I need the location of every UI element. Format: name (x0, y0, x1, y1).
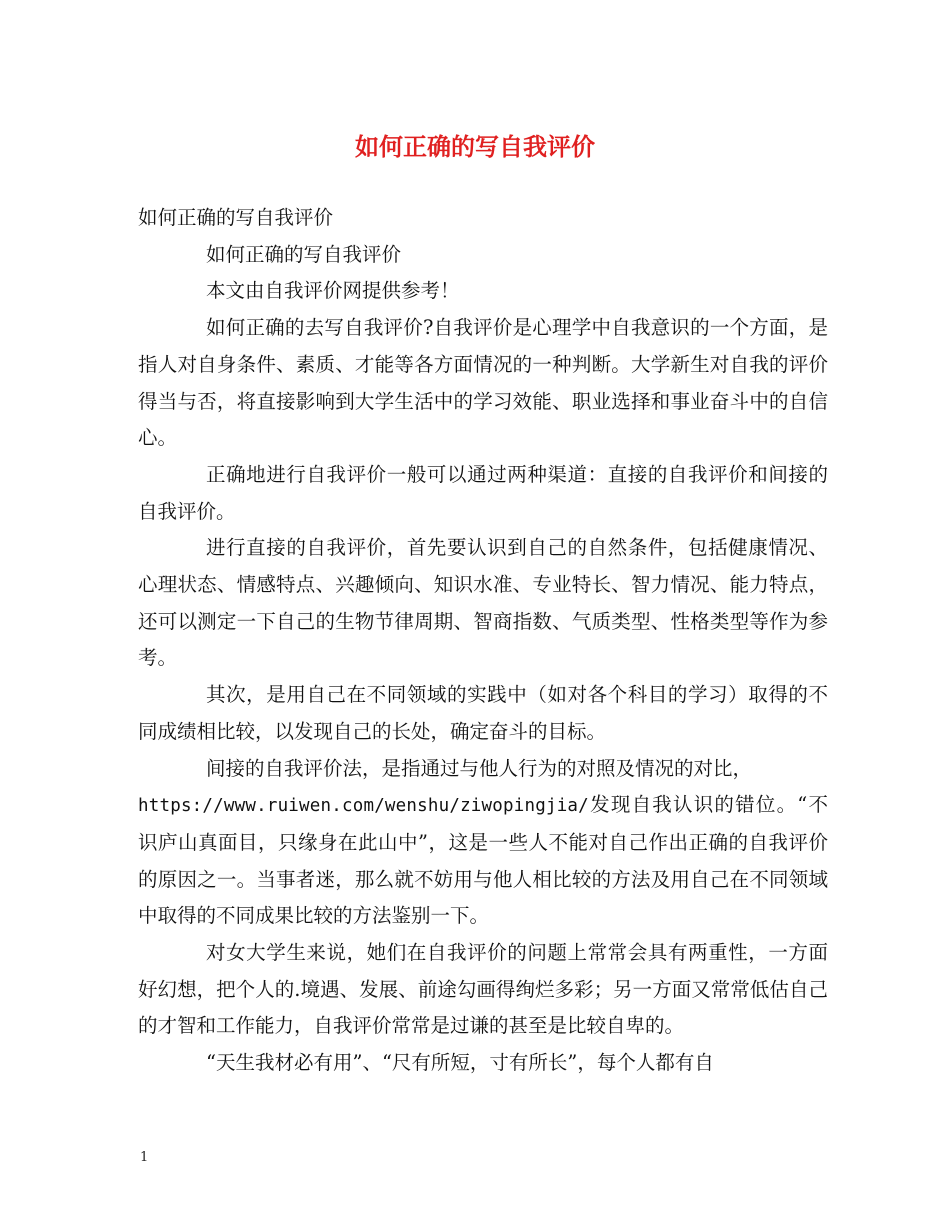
paragraph-heading: 如何正确的写自我评价 (138, 206, 334, 229)
page-number: 1 (140, 1150, 149, 1165)
paragraph-indirect-evaluation (138, 787, 828, 935)
paragraph-compare-results: 其次，是用自己在不同领域的实践中（如对各个科目的学习）取得的不同成绩相比较，以发现自己的长处，确定奋斗的目标。 (138, 683, 828, 743)
document-body (138, 200, 828, 1082)
document-title: 如何正确的写自我评价 (355, 132, 595, 161)
paragraph-indirect-evaluation-text: 发现自我认识的错位。“不识庐山真面目，只缘身在此山中”，这是一些人不能对自己作出正确的自我评价的原因之一。当事者迷，那么就不妨用与他人相比较的方法及用自己在不同领域中取得的不同成果比较的方法鉴别一下。 (138, 793, 828, 928)
paragraph-indirect-evaluation-lead: 间接的自我评价法，是指通过与他人行为的对照及情况的对比， (206, 756, 753, 780)
paragraph-direct-evaluation: 进行直接的自我评价，首先要认识到自己的自然条件，包括健康情况、心理状态、情感特点、兴趣倾向、知识水准、专业特长、智力情况、能力特点，还可以测定一下自己的生物节律周期、智商指数、气质类型、性格类型等作为参考。 (138, 536, 828, 670)
paragraph-closing-quote: “天生我材必有用”、“尺有所短，寸有所长”，每个人都有自 (206, 1051, 714, 1075)
source-url-link[interactable]: https://www.ruiwen.com/wenshu/ziwopingjia/ (138, 796, 589, 817)
paragraph-female-students: 对女大学生来说，她们在自我评价的问题上常常会具有两重性，一方面好幻想，把个人的.境遇、发展、前途勾画得绚烂多彩；另一方面又常常低估自己的才智和工作能力，自我评价常常是过谦的甚至是比较自卑的。 (138, 941, 828, 1038)
paragraph-subtitle: 如何正确的写自我评价 (206, 242, 402, 266)
paragraph-intro: 如何正确的去写自我评价?自我评价是心理学中自我意识的一个方面，是指人对自身条件、素质、才能等各方面情况的一种判断。大学新生对自我的评价得当与否，将直接影响到大学生活中的学习效能、职业选择和事业奋斗中的自信心。 (138, 316, 828, 450)
paragraph-two-channels: 正确地进行自我评价一般可以通过两种渠道：直接的自我评价和间接的自我评价。 (138, 462, 828, 523)
paragraph-source-note: 本文由自我评价网提供参考！ (206, 279, 460, 303)
